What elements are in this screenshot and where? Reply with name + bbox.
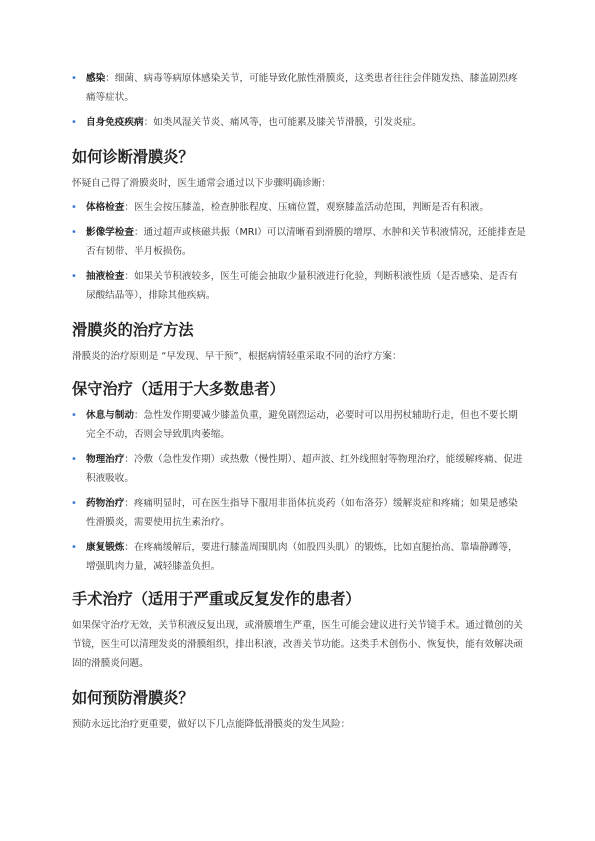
conservative-heading: 保守治疗（适用于大多数患者） (72, 380, 285, 398)
prevention-intro: 预防永远比治疗更重要，做好以下几点能降低滑膜炎的发生风险： (72, 719, 351, 730)
surgery-heading: 手术治疗（适用于严重或反复发作的患者） (72, 590, 361, 608)
prevention-heading: 如何预防滑膜炎？ (72, 689, 194, 707)
bullet-icon: • (71, 227, 77, 238)
diagnosis-heading: 如何诊断滑膜炎？ (72, 148, 194, 166)
document-page (72, 66, 527, 734)
bullet-icon: • (71, 498, 77, 509)
treatment-heading: 滑膜炎的治疗方法 (72, 321, 194, 339)
bullet-icon: • (71, 117, 77, 128)
list-item: • 康复锻炼：在疼痛缓解后，要进行膝盖周围肌肉（如股四头肌）的锻炼，比如直腿抬高、靠墙静蹲等，增强肌肉力量，减轻膝盖负担。 (72, 538, 527, 576)
diagnosis-intro: 怀疑自己得了滑膜炎时，医生通常会通过以下步骤明确诊断： (72, 178, 332, 189)
bullet-icon: • (71, 271, 77, 282)
list-item: • 药物治疗：疼痛明显时，可在医生指导下服用非甾体抗炎药（如布洛芬）缓解炎症和疼痛；如果是感染性滑膜炎，需要使用抗生素治疗。 (72, 494, 527, 532)
conservative-list (72, 406, 527, 576)
list-item: • 休息与制动：急性发作期要减少膝盖负重，避免剧烈运动，必要时可以用拐杖辅助行走，但也不要长期完全不动，否则会导致肌肉萎缩。 (72, 406, 527, 444)
bullet-icon: • (71, 454, 77, 465)
list-item: • 抽液检查：如果关节积液较多，医生可能会抽取少量积液进行化验，判断积液性质（是否感染、是否有尿酸结晶等），排除其他疾病。 (72, 267, 527, 305)
intro-list (72, 69, 527, 132)
list-item: • 影像学检查：通过超声或核磁共振（MRI）可以清晰看到滑膜的增厚、水肿和关节积液情况，还能排查是否有韧带、半月板损伤。 (72, 223, 527, 261)
diagnosis-list (72, 198, 527, 305)
surgery-text: 如果保守治疗无效，关节积液反复出现，或滑膜增生严重，医生可能会建议进行关节镜手术。通过微创的关节镜，医生可以清理发炎的滑膜组织，排出积液，改善关节功能。这类手术创伤小、恢复快，能有效解决顽固的滑膜炎问题。 (72, 620, 523, 669)
bullet-icon: • (71, 542, 77, 553)
list-item: • 感染：细菌、病毒等病原体感染关节，可能导致化脓性滑膜炎，这类患者往往会伴随发热、膝盖剧烈疼痛等症状。 (72, 69, 527, 107)
bullet-icon: • (71, 202, 77, 213)
list-item: • 体格检查：医生会按压膝盖，检查肿胀程度、压痛位置，观察膝盖活动范围，判断是否有积液。 (72, 198, 527, 217)
list-item: • 自身免疫疾病：如类风湿关节炎、痛风等，也可能累及膝关节滑膜，引发炎症。 (72, 113, 527, 132)
bullet-icon: • (71, 73, 77, 84)
bullet-icon: • (71, 410, 77, 421)
list-item: • 物理治疗：冷敷（急性发作期）或热敷（慢性期）、超声波、红外线照射等物理治疗，能缓解疼痛、促进积液吸收。 (72, 450, 527, 488)
treatment-intro: 滑膜炎的治疗原则是 “早发现、早干预”，根据病情轻重采取不同的治疗方案： (72, 351, 402, 362)
